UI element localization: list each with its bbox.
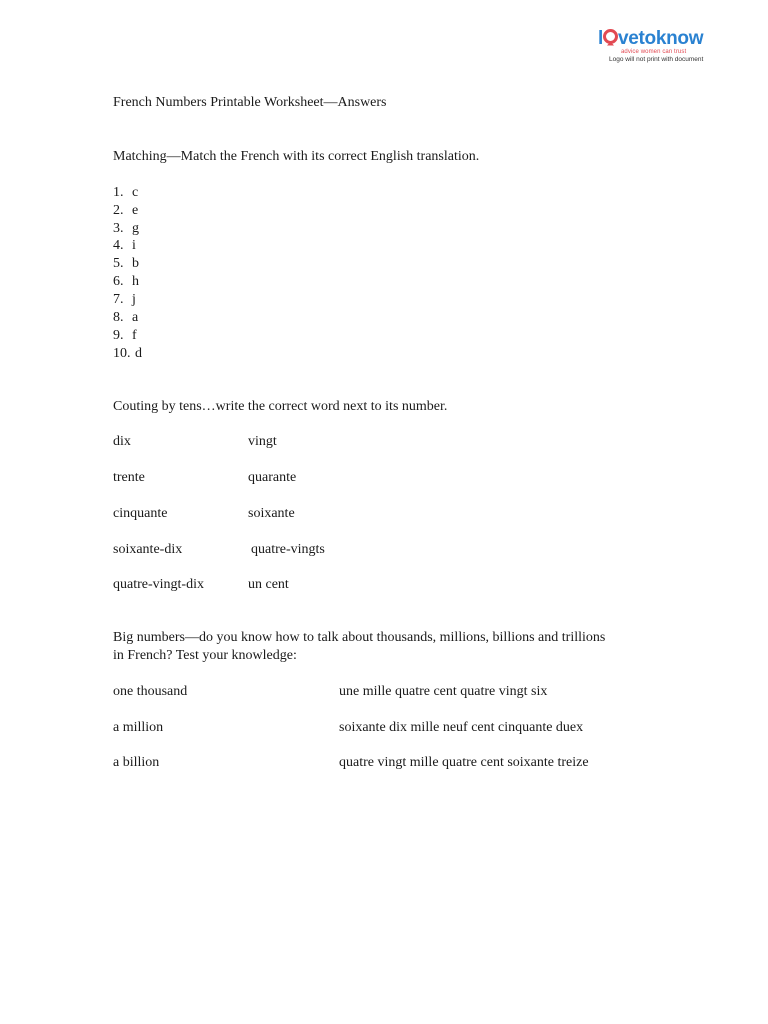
tens-instruction: Couting by tens…write the correct word next to its number. — [113, 399, 448, 414]
list-item: 4. i — [113, 238, 136, 253]
tens-right-cell: quarante — [248, 470, 297, 485]
list-item: 6. h — [113, 274, 139, 289]
lovetoknow-logo — [598, 28, 716, 68]
big-right-cell: quatre vingt mille quatre cent soixante treize — [339, 755, 589, 770]
logo-word-rest: vetoknow — [617, 28, 704, 49]
big-left-cell: a billion — [113, 755, 160, 770]
list-item: 7. j — [113, 292, 136, 307]
logo-letter-l: l — [598, 28, 603, 49]
tens-left-cell: cinquante — [113, 506, 168, 521]
list-item: 1. c — [113, 185, 139, 200]
tens-right-cell: vingt — [248, 434, 277, 449]
worksheet-title: French Numbers Printable Worksheet—Answers — [113, 95, 387, 110]
tens-left-cell: quatre-vingt-dix — [113, 577, 204, 592]
big-numbers-instruction-line1: Big numbers—do you know how to talk about thousands, millions, billions and trillions — [113, 630, 606, 645]
heart-pin-icon — [603, 29, 618, 46]
tens-right-cell: quatre-vingts — [251, 542, 325, 557]
big-numbers-instruction-line2: in French? Test your knowledge: — [113, 648, 297, 663]
tens-left-cell: dix — [113, 434, 131, 449]
list-item: 8. a — [113, 310, 139, 325]
tens-right-cell: soixante — [248, 506, 295, 521]
matching-instruction: Matching—Match the French with its correct English translation. — [113, 149, 480, 164]
logo-wordmark — [598, 28, 716, 50]
big-right-cell: soixante dix mille neuf cent cinquante duex — [339, 720, 584, 735]
list-item: 3. g — [113, 221, 139, 236]
list-item: 5. b — [113, 256, 139, 271]
tens-right-cell: un cent — [248, 577, 289, 592]
tens-left-cell: trente — [113, 470, 145, 485]
tens-left-cell: soixante-dix — [113, 542, 183, 557]
big-left-cell: one thousand — [113, 684, 188, 699]
list-item: 2. e — [113, 203, 139, 218]
list-item: 10. d — [113, 346, 142, 361]
list-item: 9. f — [113, 328, 137, 343]
logo-tagline: advice women can trust — [621, 49, 687, 55]
big-left-cell: a million — [113, 720, 164, 735]
logo-print-note: Logo will not print with document — [609, 56, 704, 63]
big-right-cell: une mille quatre cent quatre vingt six — [339, 684, 548, 699]
